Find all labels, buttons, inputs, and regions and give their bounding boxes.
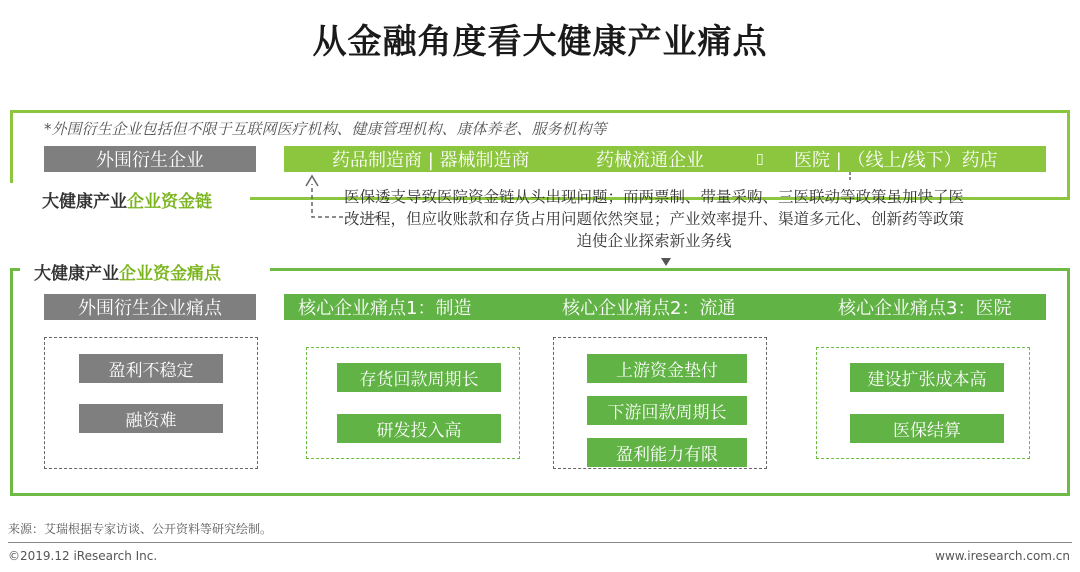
- chain-explanation: 医保透支导致医院资金链从头出现问题；而两票制、带量采购、三医联动等政策虽加快了医改进程，但应收账款和存货占用问题依然突显；产业效率提升、渠道多元化、创新药等政策迫使企业探索新业务线: [343, 188, 964, 250]
- chain-distribution: 药械流通企业: [596, 150, 704, 171]
- page-title: 从金融角度看大健康产业痛点: [312, 22, 768, 62]
- pain-tag: 研发投入高: [337, 414, 501, 443]
- dashed-feedback-arrow: [312, 184, 378, 217]
- copyright: ©2019.12 iResearch Inc.: [8, 549, 158, 563]
- core-pain-header-hospital: 核心企业痛点3：医院: [838, 298, 1012, 319]
- peripheral-enterprise-bar: 外围衍生企业: [44, 146, 256, 172]
- website-link[interactable]: www.iresearch.com.cn: [935, 549, 1070, 563]
- chain-separator-glyph: ▯: [756, 151, 764, 167]
- pain-tag: 盈利不稳定: [79, 354, 223, 383]
- capital-chain-label: 大健康产业企业资金链: [42, 192, 212, 212]
- pain-tag: 融资难: [79, 404, 223, 433]
- down-triangle-icon: [661, 258, 671, 266]
- core-pain-header-manufacturing: 核心企业痛点1：制造: [298, 298, 472, 319]
- core-pain-header-distribution: 核心企业痛点2：流通: [562, 298, 736, 319]
- peripheral-pain-header: 外围衍生企业痛点: [44, 294, 256, 320]
- source-note: 来源：艾瑞根据专家访谈、公开资料等研究绘制。: [8, 522, 273, 536]
- pain-tag: 存货回款周期长: [337, 363, 501, 392]
- pain-tag: 建设扩张成本高: [850, 363, 1004, 392]
- pain-tag: 下游回款周期长: [587, 396, 747, 425]
- chain-manufacturers: 药品制造商 | 器械制造商: [332, 150, 530, 171]
- chain-hospitals: 医院 | （线上/线下）药店: [794, 150, 998, 171]
- footer-divider: [8, 542, 1072, 543]
- pain-points-label: 大健康产业企业资金痛点: [34, 264, 221, 284]
- pain-tag: 医保结算: [850, 414, 1004, 443]
- pain-tag: 盈利能力有限: [587, 438, 747, 467]
- peripheral-note: *外围衍生企业包括但不限于互联网医疗机构、健康管理机构、康体养老、服务机构等: [44, 120, 607, 138]
- pain-tag: 上游资金垫付: [587, 354, 747, 383]
